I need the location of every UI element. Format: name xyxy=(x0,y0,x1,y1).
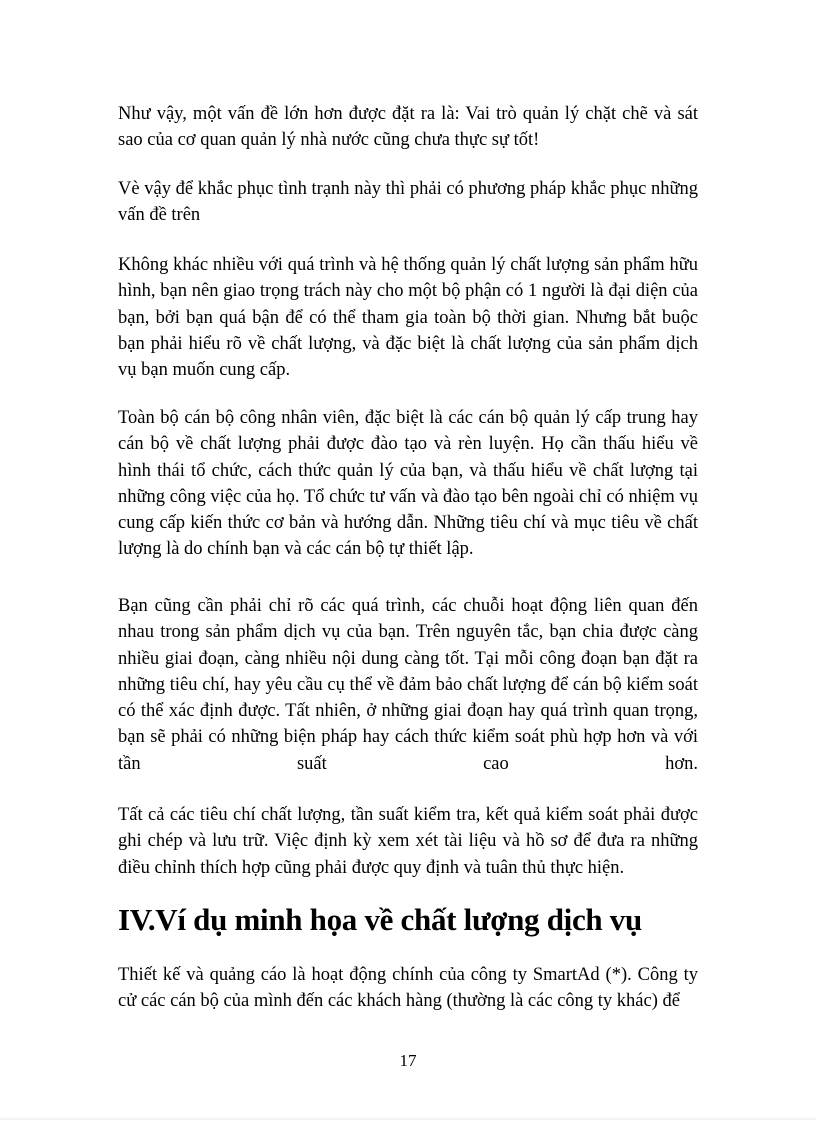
paragraph-solution-intro: Vè vậy để khắc phục tình trạnh này thì phải có phương pháp khắc phục những vấn đề trên xyxy=(118,179,698,226)
paragraph-process-control: Bạn cũng cần phải chỉ rõ các quá trình, các chuỗi hoạt động liên quan đến nhau trong sản phẩm dịch vụ của bạn. Trên nguyên tắc, bạn chia được càng nhiều giai đoạn, càng nhiều nội dung càng tốt. Tại mỗi công đoạn bạn đặt ra những tiêu chí, hay yêu cầu cụ thể về đảm bảo chất lượng để cán bộ kiểm soát có thể xác định được. Tất nhiên, ở những giai đoạn hay quá trình quan trọng, bạn sẽ phải có những biện pháp hay cách thức kiểm soát phù hợp hơn và với tần suất cao hơn. xyxy=(118,596,698,774)
paragraph-staff-training: Toàn bộ cán bộ công nhân viên, đặc biệt là các cán bộ quản lý cấp trung hay cán bộ về chất lượng phải được đào tạo và rèn luyện. Họ cần thấu hiểu về hình thái tổ chức, cách thức quản lý của bạn, và thấu hiểu về chất lượng tại những công việc của họ. Tổ chức tư vấn và đào tạo bên ngoài chỉ có nhiệm vụ cung cấp kiến thức cơ bản và hướng dẫn. Những tiêu chí và mục tiêu về chất lượng là do chính bạn và các cán bộ tự thiết lập. xyxy=(118,408,698,560)
paragraph-records: Tất cả các tiêu chí chất lượng, tần suất kiểm tra, kết quả kiểm soát phải được ghi chép và lưu trữ. Việc định kỳ xem xét tài liệu và hồ sơ để đưa ra những điều chỉnh thích hợp cũng phải được quy định và tuân thủ thực hiện. xyxy=(118,805,698,878)
page-bottom-divider xyxy=(0,1118,816,1120)
paragraph-state-management: Như vậy, một vấn đề lớn hơn được đặt ra là: Vai trò quản lý chặt chẽ và sát sao của cơ quan quản lý nhà nước cũng chưa thực sự tốt! xyxy=(118,104,698,151)
section-heading: IV.Ví dụ minh họa về chất lượng dịch vụ xyxy=(118,902,642,937)
paragraph-representative: Không khác nhiều với quá trình và hệ thống quản lý chất lượng sản phẩm hữu hình, bạn nên giao trọng trách này cho một bộ phận có 1 người là đại diện của bạn, bởi bạn quá bận để có thể tham gia toàn bộ thời gian. Nhưng bắt buộc bạn phải hiểu rõ về chất lượng, và đặc biệt là chất lượng của sản phẩm dịch vụ bạn muốn cung cấp. xyxy=(118,255,698,381)
paragraph-example-intro: Thiết kế và quảng cáo là hoạt động chính của công ty SmartAd (*). Công ty cử các cán bộ của mình đến các khách hàng (thường là các công ty khác) để xyxy=(118,965,698,1012)
page-number: 17 xyxy=(399,1051,417,1070)
